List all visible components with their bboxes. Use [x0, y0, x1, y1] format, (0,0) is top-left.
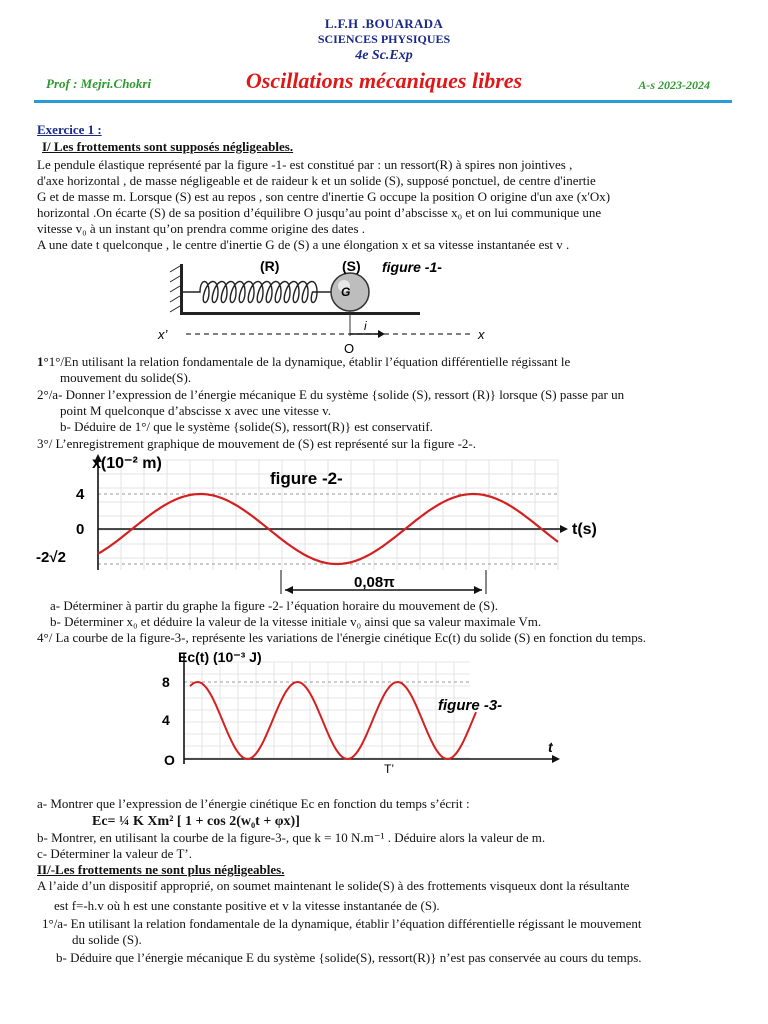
tick-mid: 4: [162, 712, 170, 728]
figure-3-grid: [184, 662, 470, 759]
question-2b: b- Déduire de 1°/ que le système {solide(S), ressort(R)} est conservatif.: [60, 419, 433, 434]
part2-line: est f=-h.v où h est une constante positive et v la vitesse instantanée de (S).: [54, 898, 440, 913]
question-4a: a- Montrer que l’expression de l’énergie cinétique Ec en fonction du temps s’écrit :: [37, 796, 470, 811]
t-axis-label: t: [548, 739, 553, 755]
t-axis-label: t(s): [572, 521, 597, 538]
tick-top: 8: [162, 674, 170, 690]
figure-2-caption: figure -2-: [270, 469, 343, 488]
y-axis-label: Ec(t) (10⁻³ J): [178, 649, 262, 665]
tick-zero: O: [164, 752, 175, 768]
question-4c: c- Déterminer la valeur de T’.: [37, 846, 192, 861]
question-3b: b- Déterminer x₀ et déduire la valeur de la vitesse initiale v₀ ainsi que sa valeur maximale Vm.: [50, 614, 542, 629]
wall: [180, 264, 183, 314]
intro-line: A une date t quelconque , le centre d'inertie G de (S) a une élongation x et sa vitesse instantanée est v .: [37, 237, 570, 252]
header-divider: [34, 100, 732, 103]
figure-3-caption: figure -3-: [438, 697, 503, 714]
part2-line: A l’aide d’un dispositif approprié, on soumet maintenant le solide(S) à des frottements visqueux dont la résultante: [37, 878, 630, 893]
intro-line: horizontal .On écarte (S) de sa position d’équilibre O jusqu’au point d’abscisse x₀ et on lui communique une: [37, 205, 602, 220]
question-3a: a- Déterminer à partir du graphe la figure -2- l’équation horaire du mouvement de (S).: [50, 598, 498, 613]
part1-title: I/ Les frottements sont supposés négligeables.: [42, 139, 294, 154]
question-2a: 2°/a- Donner l’expression de l’énergie mécanique E du système {solide (S), ressort (R)} lorsque (S) passe par un: [37, 387, 625, 402]
t-axis-arrow: [560, 525, 568, 533]
department-name: SCIENCES PHYSIQUES: [317, 32, 451, 46]
question-1-text: 1°/En utilisant la relation fondamentale de la dynamique, établir l’équation différentielle régissant le: [48, 354, 571, 369]
origin-label: O: [344, 341, 355, 354]
intro-line: d'axe horizontal , de masse négligeable et de raideur k et un solide (S), supposé ponctuel, de centre d'inertie: [37, 173, 596, 188]
spring: [183, 282, 331, 303]
spring-label: (R): [260, 258, 280, 274]
figure-3-curve: [190, 682, 476, 759]
period-label: T’: [384, 762, 394, 776]
figure-1-caption: figure -1-: [382, 259, 442, 275]
figure-2-chart: [30, 452, 620, 598]
part2-question-1a-cont: du solide (S).: [72, 932, 142, 947]
part2-question-1a: 1°/a- En utilisant la relation fondamentale de la dynamique, établir l’équation différentielle régissant le mouvement: [42, 916, 642, 931]
question-4: 4°/ La courbe de la figure-3-, représente les variations de l'énergie cinétique Ec(t) du solide (S) en fonction du temps.: [37, 630, 647, 645]
question-2a-cont: point M quelconque d’abscisse x avec une vitesse v.: [60, 403, 332, 418]
unit-vector-label: i: [364, 319, 367, 333]
y-axis-label: x(10⁻² m): [92, 455, 162, 472]
part2-title: II/-Les frottements ne sont plus négligeables.: [37, 862, 285, 877]
unit-vector-arrow: [378, 330, 385, 338]
intro-line: G et de masse m. Lorsque (S) est au repos , son centre d'inertie G occupe la position O origine d'un axe (x'Ox): [37, 189, 611, 204]
question-1-cont: mouvement du solide(S).: [60, 370, 192, 385]
wall-hatching: [170, 266, 180, 312]
page-title: Oscillations mécaniques libres: [245, 68, 523, 93]
floor: [180, 312, 420, 315]
question-4b: b- Montrer, en utilisant la courbe de la figure-3-, que k = 10 N.m⁻¹ . Déduire alors la valeur de m.: [37, 830, 546, 845]
formula: Ec= ¼ K Xm² [ 1 + cos 2(w₀t + φx)]: [92, 814, 300, 829]
intro-line: Le pendule élastique représenté par la figure -1- est constitué par : un ressort(R) à spires non jointives ,: [37, 157, 573, 172]
tick-zero: 0: [76, 521, 85, 538]
solid-label: (S): [342, 258, 361, 274]
exercise-heading: Exercice 1 :: [37, 122, 102, 137]
center-label: G: [341, 285, 351, 299]
interval-arrow-right: [474, 586, 482, 594]
teacher-name: Prof : Mejri.Chokri: [46, 76, 152, 91]
tick-top: 4: [76, 486, 85, 503]
school-name: L.F.H .BOUARADA: [324, 16, 444, 31]
axis-left-label: x’: [158, 327, 168, 342]
t-axis-arrow: [552, 755, 560, 763]
class-level: 4e Sc.Exp: [355, 48, 413, 63]
interval-arrow-left: [285, 586, 293, 594]
tick-bottom: -2√2: [36, 549, 66, 566]
axis-right-label: x: [478, 327, 485, 342]
question-3: 3°/ L’enregistrement graphique de mouvement de (S) est représenté sur la figure -2-.: [37, 436, 476, 451]
question-1: 1°1°/En utilisant la relation fondamentale de la dynamique, établir l’équation différentielle régissant le: [37, 354, 571, 369]
part2-question-1b: b- Déduire que l’énergie mécanique E du système {solide(S), ressort(R)} n’est pas conservée au cours du temps.: [56, 950, 642, 965]
figure-1-diagram: [150, 254, 510, 354]
school-year: A-s 2023-2024: [638, 78, 710, 92]
figure-3-chart: [140, 646, 580, 776]
intro-line: vitesse v₀ à un instant qu’on prendra comme origine des dates .: [37, 221, 366, 236]
interval-label: 0,08π: [354, 574, 395, 591]
